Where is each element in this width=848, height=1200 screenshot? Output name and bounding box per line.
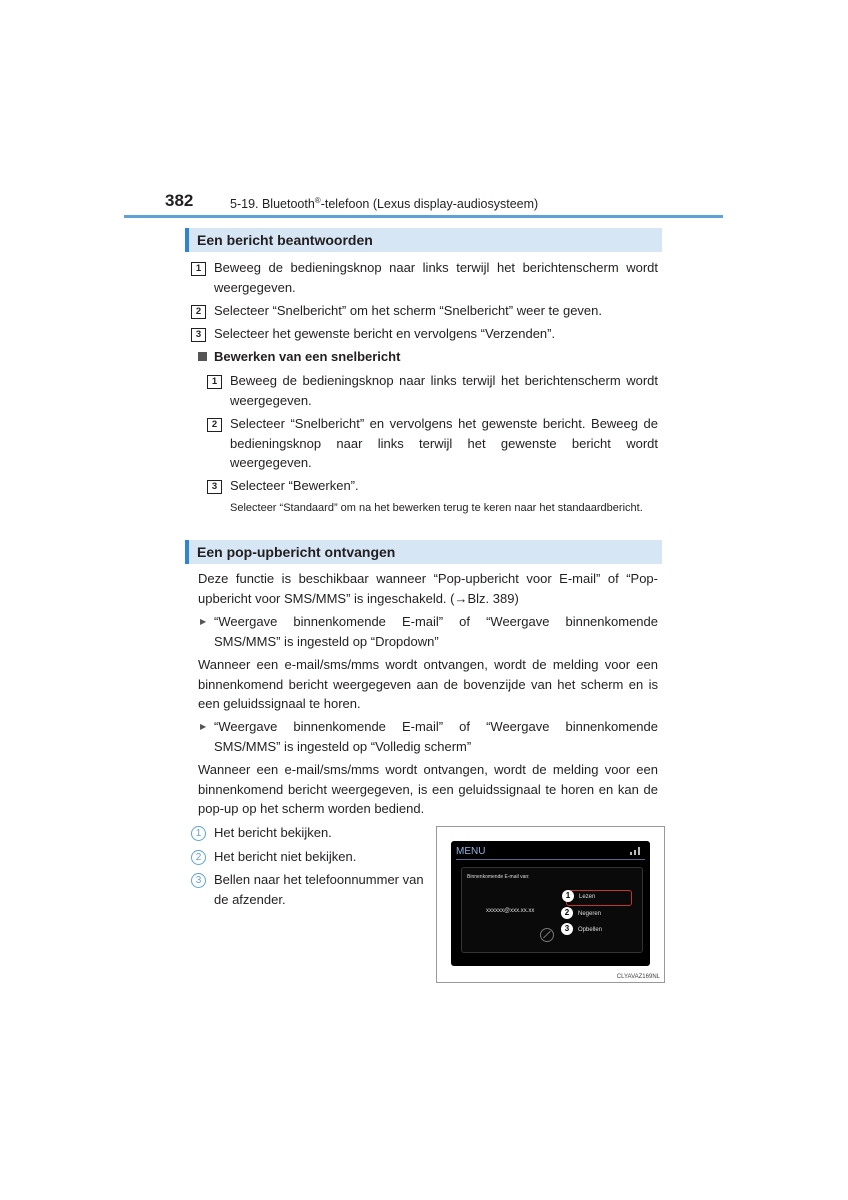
callout-badge: 3 <box>561 923 573 935</box>
popup-subtitle: Binnenkomende E-mail van: <box>467 874 530 880</box>
section-heading <box>185 540 662 564</box>
callout-number: 2 <box>191 850 206 865</box>
menu-label: MENU <box>456 846 486 857</box>
step-text: Selecteer “Snelbericht” en vervolgens het gewenste bericht. Beweeg de bedieningsknop naar links terwijl het gewenste bericht wordt weergegeven. <box>230 416 658 470</box>
section-accent <box>185 228 189 252</box>
sender-address: xxxxxx@xxx.xx.xx <box>486 908 535 914</box>
step-text: Selecteer “Snelbericht” om het scherm “Snelbericht” weer te geven. <box>214 303 603 318</box>
case-text: Wanneer een e-mail/sms/mms wordt ontvangen, wordt de melding voor een binnenkomend bericht weergegeven aan de bovenzijde van het scherm en is een geluidssignaal te horen. <box>198 657 658 711</box>
intro-text: Deze functie is beschikbaar wanneer “Pop-upbericht voor E-mail” of “Pop-upbericht voor SMS/MMS” is ingeschakeld. (→Blz. 389) <box>198 571 658 606</box>
step-number: 1 <box>191 262 206 276</box>
triangle-bullet-icon: ▶ <box>200 617 207 626</box>
read-button[interactable] <box>566 890 632 906</box>
page-number: 382 <box>165 191 194 210</box>
figure-code: CLYAVAZ169NL <box>616 974 660 980</box>
step-text: Selecteer het gewenste bericht en vervolgens “Verzenden”. <box>214 326 556 341</box>
callout-badge: 2 <box>561 907 573 919</box>
step-text: Beweeg de bedieningsknop naar links terwijl het berichtenscherm wordt weergegeven. <box>230 373 658 408</box>
callout-badge: 1 <box>562 890 574 902</box>
button-label: Lezen <box>579 894 596 900</box>
step-text: Selecteer “Bewerken”. <box>230 478 359 493</box>
call-button[interactable] <box>566 924 630 938</box>
triangle-bullet-icon: ▶ <box>200 722 207 731</box>
step-text: Beweeg de bedieningsknop naar links terwijl het berichtenscherm wordt weergegeven. <box>214 260 658 295</box>
ignore-button[interactable] <box>566 908 630 922</box>
step-number: 2 <box>191 305 206 319</box>
chapter-title-part: 5-19. Bluetooth <box>230 197 315 212</box>
subsection-title: Bewerken van een snelbericht <box>214 349 401 364</box>
section-title: Een bericht beantwoorden <box>197 232 373 248</box>
popup-panel <box>461 867 643 953</box>
chapter-title-part: -telefoon (Lexus display-audiosysteem) <box>320 197 539 212</box>
screen <box>451 841 650 966</box>
square-bullet-icon <box>198 352 207 361</box>
callout-text: Bellen naar het telefoonnummer van de afzender. <box>214 872 424 907</box>
button-label: Negeren <box>578 911 602 917</box>
callout-text: Het bericht bekijken. <box>214 825 332 840</box>
case-title: “Weergave binnenkomende E-mail” of “Weergave binnenkomende SMS/MMS” is ingesteld op “Dropdown” <box>214 614 658 649</box>
step-number: 3 <box>191 328 206 342</box>
callout-text: Het bericht niet bekijken. <box>214 849 357 864</box>
section-accent <box>185 540 189 564</box>
section-title: Een pop-upbericht ontvangen <box>197 544 396 560</box>
step-number: 3 <box>207 480 222 494</box>
button-label: Opbellen <box>578 927 603 933</box>
header-divider <box>456 859 645 860</box>
callout-number: 3 <box>191 873 206 888</box>
registered-mark: ® <box>314 196 321 205</box>
step-number: 2 <box>207 418 222 432</box>
display-screenshot <box>436 826 665 983</box>
chapter-title <box>230 196 538 211</box>
header-rule <box>124 215 723 218</box>
no-entry-icon <box>540 928 554 942</box>
note-text: Selecteer “Standaard” om na het bewerken terug te keren naar het standaardbericht. <box>230 502 643 514</box>
case-title: “Weergave binnenkomende E-mail” of “Weergave binnenkomende SMS/MMS” is ingesteld op “Volledig scherm” <box>214 719 658 754</box>
section-heading <box>185 228 662 252</box>
case-text: Wanneer een e-mail/sms/mms wordt ontvangen, wordt de melding voor een binnenkomend bericht weergegeven, is een geluidssignaal te horen en kan de pop-up op het scherm worden bediend. <box>198 762 658 816</box>
callout-number: 1 <box>191 826 206 841</box>
signal-icon <box>630 847 644 855</box>
step-number: 1 <box>207 375 222 389</box>
